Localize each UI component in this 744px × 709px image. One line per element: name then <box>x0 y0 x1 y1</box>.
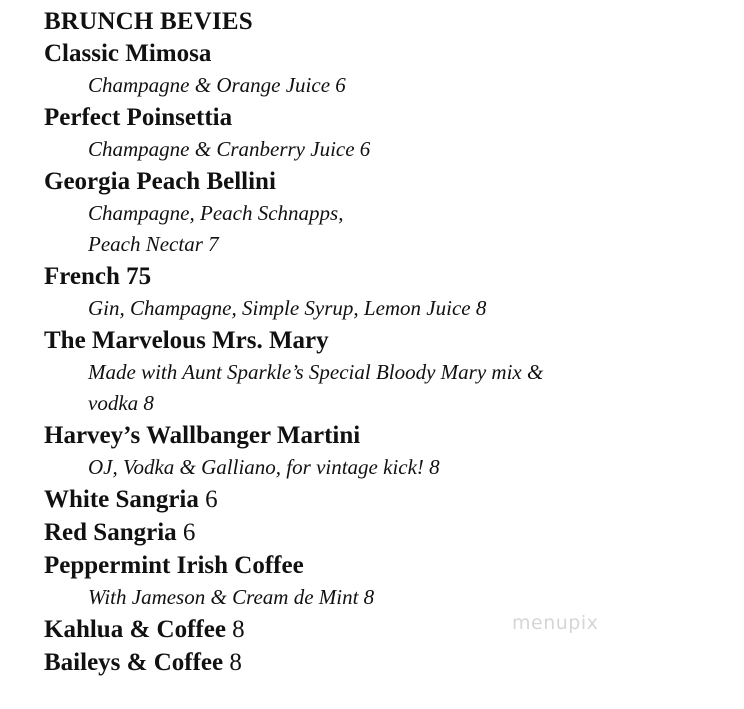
item-name-line <box>44 483 724 516</box>
menu-item-georgia-peach-bellini <box>44 165 724 260</box>
menu-item-classic-mimosa <box>44 37 724 101</box>
item-name: Kahlua & Coffee <box>44 616 226 643</box>
item-name: White Sangria <box>44 486 199 513</box>
menupix-watermark: menupix <box>512 612 599 634</box>
item-description: Champagne & Cranberry Juice 6 <box>88 137 371 161</box>
menu-item-marvelous-mrs-mary <box>44 324 724 419</box>
item-price: 8 <box>232 616 245 643</box>
item-name: Harvey’s Wallbanger Martini <box>44 422 361 449</box>
item-description: Peach Nectar 7 <box>88 232 219 256</box>
item-name: Perfect Poinsettia <box>44 104 233 131</box>
item-description: vodka 8 <box>88 391 154 415</box>
item-name: Baileys & Coffee <box>44 649 224 676</box>
item-name: Classic Mimosa <box>44 40 212 67</box>
item-description: OJ, Vodka & Galliano, for vintage kick! 8 <box>88 455 440 479</box>
menu-item-harveys-wallbanger-martini <box>44 419 724 483</box>
menu-item-peppermint-irish-coffee <box>44 549 724 613</box>
item-price: 8 <box>229 649 242 676</box>
item-description: Champagne, Peach Schnapps, <box>88 201 344 225</box>
item-name-line <box>44 37 724 70</box>
menu-item-white-sangria <box>44 483 724 516</box>
item-description: Made with Aunt Sparkle’s Special Bloody Mary mix & <box>88 360 544 384</box>
item-description: With Jameson & Cream de Mint 8 <box>88 585 375 609</box>
item-name: French 75 <box>44 263 152 290</box>
item-price: 6 <box>182 519 196 546</box>
item-name: The Marvelous Mrs. Mary <box>44 327 329 354</box>
menu-item-french-75 <box>44 260 724 324</box>
item-name-line <box>44 646 724 679</box>
item-description: Gin, Champagne, Simple Syrup, Lemon Juice 8 <box>88 296 487 320</box>
item-name-line <box>44 516 724 549</box>
item-name: Peppermint Irish Coffee <box>44 552 304 579</box>
menu-item-baileys-coffee <box>44 646 724 679</box>
menu-item-kahlua-coffee <box>44 613 724 646</box>
item-name-line <box>44 419 724 452</box>
item-name-line <box>44 260 724 293</box>
section-title: BRUNCH BEVIES <box>44 8 253 35</box>
item-name-line <box>44 101 724 134</box>
menu-item-perfect-poinsettia <box>44 101 724 165</box>
item-name: Red Sangria <box>44 519 177 546</box>
item-name-line <box>44 613 724 646</box>
menu-item-red-sangria <box>44 516 724 549</box>
item-name: Georgia Peach Bellini <box>44 168 276 195</box>
item-name-line <box>44 549 724 582</box>
drink-menu <box>44 6 724 679</box>
item-name-line <box>44 165 724 198</box>
item-description: Champagne & Orange Juice 6 <box>88 73 346 97</box>
item-name-line <box>44 324 724 357</box>
item-price: 6 <box>205 486 218 513</box>
